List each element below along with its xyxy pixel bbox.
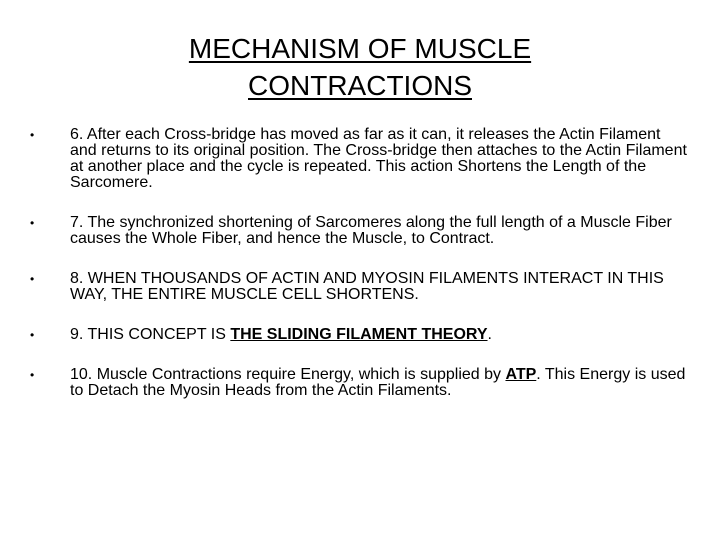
bullet-marker: • [30, 328, 35, 342]
bullet-text-suffix: . [487, 326, 492, 343]
bullet-marker: • [30, 272, 35, 286]
bullet-item [30, 327, 690, 343]
bullet-text-prefix: 9. THIS CONCEPT IS [70, 326, 231, 343]
bullet-item [30, 127, 690, 191]
bullet-list [30, 127, 690, 423]
bullet-text: 8. WHEN THOUSANDS OF ACTIN AND MYOSIN FILAMENTS INTERACT IN THIS WAY, THE ENTIRE MUSCLE CELL SHORTENS. [70, 270, 664, 303]
bullet-text-suffix: . This Energy is used to Detach the Myosin Heads from the Actin Filaments. [70, 366, 686, 399]
bullet-marker: • [30, 128, 35, 142]
bullet-emphasis: ATP [505, 366, 537, 383]
bullet-marker: • [30, 216, 35, 230]
bullet-marker: • [30, 368, 35, 382]
slide-title [0, 30, 720, 104]
bullet-text: 7. The synchronized shortening of Sarcomeres along the full length of a Muscle Fiber causes the Whole Fiber, and hence the Muscle, to Contract. [70, 214, 672, 247]
bullet-text: 6. After each Cross-bridge has moved as far as it can, it releases the Actin Filament and returns to its original position. The Cross-bridge then attaches to the Actin Filament at another place and the cycle is repeated. This action Shortens the Length of the Sarcomere. [70, 126, 687, 191]
bullet-item [30, 271, 690, 303]
title-line-1: MECHANISM OF MUSCLE [188, 33, 532, 64]
bullet-text-prefix: 10. Muscle Contractions require Energy, which is supplied by [70, 366, 506, 383]
bullet-item [30, 215, 690, 247]
bullet-item [30, 367, 690, 399]
bullet-emphasis: THE SLIDING FILAMENT THEORY [230, 326, 488, 343]
title-line-2: CONTRACTIONS [248, 70, 472, 101]
